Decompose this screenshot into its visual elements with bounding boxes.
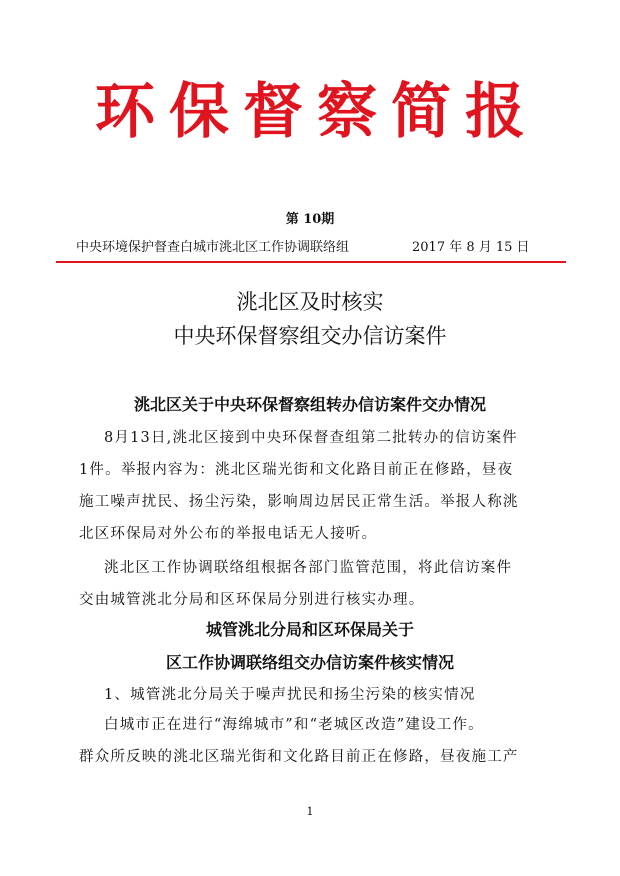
masthead-title: 环保督察简报 — [95, 77, 539, 147]
headline-line-2: 中央环保督察组交办信访案件 — [173, 324, 447, 348]
section2-title-line-1: 城管洮北分局和区环保局关于 — [205, 620, 414, 639]
issuing-organization: 中央环境保护督查白城市洮北区工作协调联络组 — [76, 240, 350, 255]
section2-paragraph1-line: 群众所反映的洮北区瑞光街和文化路目前正在修路，昼夜施工产 — [79, 749, 519, 765]
red-separator-line — [56, 261, 566, 263]
issue-number: 第 10期 — [285, 212, 335, 227]
section1-paragraph1-line: 8月13日,洮北区接到中央环保督查组第二批转办的信访案件 — [104, 430, 518, 446]
page-number: 1 — [306, 805, 314, 818]
section1-paragraph2-line: 洮北区工作协调联络组根据各部门监管范围，将此信访案件 — [104, 560, 513, 576]
section1-title: 洮北区关于中央环保督察组转办信访案件交办情况 — [133, 395, 486, 414]
section1-paragraph2-line: 交由城管洮北分局和区环保局分别进行核实办理。 — [79, 592, 425, 608]
section1-paragraph1-line: 施工噪声扰民、扬尘污染，影响周边居民正常生活。举报人称洮 — [79, 494, 519, 510]
section1-paragraph1-line: 1件。举报内容为：洮北区瑞光街和文化路目前正在修路，昼夜 — [79, 462, 514, 478]
section1-paragraph1-line: 北区环保局对外公布的举报电话无人接听。 — [79, 526, 378, 542]
section2-paragraph1-line: 白城市正在进行“海绵城市”和“老城区改造”建设工作。 — [104, 717, 484, 733]
issue-date: 2017 年 8 月 15 日 — [412, 240, 530, 255]
section2-item1-heading: 1、城管洮北分局关于噪声扰民和扬尘污染的核实情况 — [104, 687, 476, 703]
headline-line-1: 洮北区及时核实 — [236, 290, 384, 314]
section2-title-line-2: 区工作协调联络组交办信访案件核实情况 — [165, 653, 454, 672]
